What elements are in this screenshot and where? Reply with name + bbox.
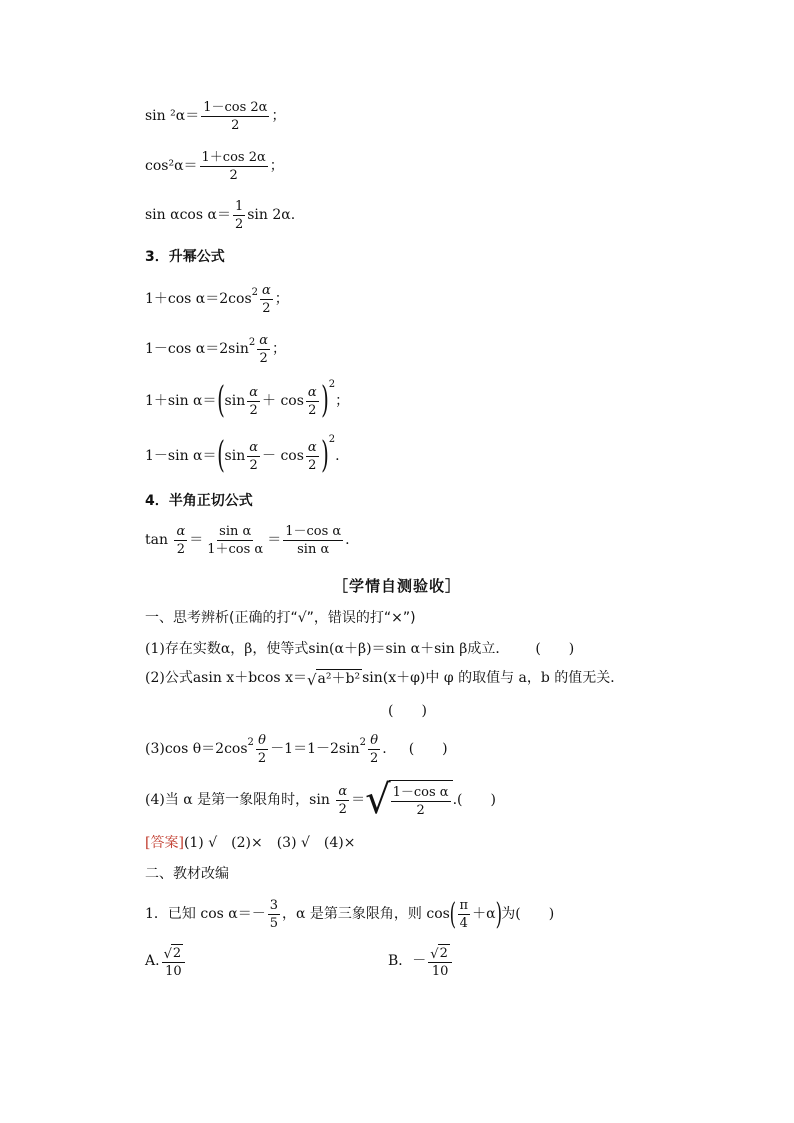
formula-lhs: cos²α＝ bbox=[145, 158, 198, 175]
exponent: 2 bbox=[328, 379, 336, 390]
fraction-numerator: θ bbox=[370, 733, 379, 748]
exponent: 2 bbox=[248, 336, 256, 348]
formula-raise-1 bbox=[145, 283, 289, 316]
question-text: (1)存在实数α，β，使等式sin(α＋β)＝sin α＋sin β成立． bbox=[145, 641, 510, 657]
term-sin: sin bbox=[224, 392, 246, 409]
period: . bbox=[452, 791, 458, 808]
fraction-numerator: 1－cos α bbox=[285, 524, 342, 539]
quiz-header: ［学情自测验收］ bbox=[332, 577, 461, 595]
answer-blank: 为( ) bbox=[501, 906, 555, 923]
fraction bbox=[233, 199, 245, 232]
radicand: 2 bbox=[439, 946, 448, 961]
answer-line bbox=[145, 835, 355, 852]
exponent: 2 bbox=[247, 736, 254, 748]
fraction-numerator: 1＋cos 2α bbox=[201, 150, 266, 165]
answer-blank: ( ) bbox=[408, 741, 448, 758]
formula-tail: ； bbox=[335, 392, 350, 409]
right-paren: ) bbox=[320, 435, 329, 476]
fraction bbox=[247, 440, 260, 473]
right-paren: ) bbox=[320, 380, 329, 421]
formula-raise-4 bbox=[145, 434, 340, 476]
option-label: A. bbox=[145, 953, 160, 970]
exponent: 2 bbox=[359, 736, 366, 748]
fraction bbox=[257, 333, 270, 366]
fraction bbox=[306, 385, 319, 418]
fraction-numerator: α bbox=[262, 283, 271, 298]
left-paren: ( bbox=[449, 896, 456, 932]
fraction bbox=[256, 733, 268, 766]
fraction-denominator: 10 bbox=[431, 964, 449, 979]
fraction-numerator: α bbox=[176, 524, 186, 539]
fraction-denominator: 2 bbox=[369, 751, 379, 766]
right-paren: ) bbox=[495, 896, 502, 932]
fraction bbox=[162, 944, 186, 979]
section-4-title: 4．半角正切公式 bbox=[145, 493, 253, 509]
formula-lhs: 1－cos α＝2sin bbox=[145, 341, 249, 358]
fraction bbox=[268, 898, 280, 931]
formula-tail: . bbox=[335, 447, 340, 464]
question-text: (2)公式asin x＋bcos x＝ bbox=[145, 670, 307, 686]
formula-tail: sin 2α. bbox=[247, 207, 296, 224]
fraction-denominator: sin α bbox=[297, 542, 330, 557]
question-2 bbox=[145, 669, 624, 688]
fraction-denominator: 2 bbox=[249, 457, 258, 473]
formula-raise-2 bbox=[145, 333, 286, 366]
fraction bbox=[283, 524, 343, 557]
period: . bbox=[382, 741, 387, 758]
question-text: (4)当 α 是第一象限角时，sin bbox=[145, 791, 330, 808]
fraction-denominator: 2 bbox=[416, 803, 425, 818]
fraction bbox=[200, 150, 268, 183]
formula-tail: ； bbox=[272, 341, 287, 358]
fraction-denominator: 2 bbox=[229, 168, 238, 183]
fraction bbox=[458, 898, 471, 931]
option-b bbox=[388, 944, 454, 979]
fraction-denominator: 2 bbox=[249, 402, 258, 418]
inner-term: ＋α bbox=[472, 906, 496, 923]
fraction-denominator: 10 bbox=[165, 964, 182, 979]
radical-sign: √ bbox=[365, 777, 391, 823]
formula-sin-squared bbox=[145, 100, 285, 133]
term-cos: － cos bbox=[262, 447, 304, 464]
problem-text: 1．已知 cos α＝－ bbox=[145, 906, 266, 923]
formula-half-angle-tangent bbox=[145, 524, 350, 557]
fraction bbox=[391, 785, 451, 818]
left-paren: ( bbox=[216, 435, 225, 476]
answer-text: (1) √ (2)× (3) √ (4)× bbox=[183, 835, 356, 851]
formula-lhs: 1＋cos α＝2cos bbox=[145, 291, 252, 308]
question-text: (3)cos θ＝2cos bbox=[145, 741, 248, 758]
question-3 bbox=[145, 733, 448, 766]
formula-tail: ； bbox=[271, 108, 286, 125]
fraction-denominator: 4 bbox=[459, 916, 468, 931]
fraction-denominator: 2 bbox=[308, 457, 317, 473]
exponent: 2 bbox=[328, 434, 336, 445]
fraction-numerator: 1－cos 2α bbox=[203, 100, 268, 115]
question-4 bbox=[145, 777, 496, 823]
formula-lhs: 1－sin α＝ bbox=[145, 447, 217, 464]
fraction-denominator: 2 bbox=[257, 751, 267, 766]
fraction-denominator: 5 bbox=[269, 916, 278, 931]
fraction bbox=[336, 784, 349, 817]
fraction-denominator: 2 bbox=[338, 801, 347, 817]
option-a bbox=[145, 944, 187, 979]
section-3-title: 3．升幂公式 bbox=[145, 249, 225, 265]
fraction-numerator bbox=[428, 944, 452, 963]
fraction-numerator: α bbox=[259, 333, 269, 348]
part-2-title: 二、教材改编 bbox=[145, 866, 229, 882]
answer-blank: ( ) bbox=[457, 791, 496, 808]
question-text-continued: sin(x＋φ)中 φ 的取值与 a，b 的值无关． bbox=[362, 670, 625, 686]
fraction-denominator: 1＋cos α bbox=[207, 542, 264, 557]
option-label: B．－ bbox=[388, 953, 427, 970]
formula-lhs: sin ²α＝ bbox=[145, 108, 200, 125]
equals-sign: ＝ bbox=[351, 791, 366, 808]
fraction-denominator: 2 bbox=[234, 217, 244, 232]
term-sin: sin bbox=[224, 447, 246, 464]
fraction-numerator: α bbox=[307, 384, 317, 400]
fraction-numerator: 3 bbox=[269, 898, 278, 913]
formula-tail: ； bbox=[269, 158, 284, 175]
fraction-numerator: 1 bbox=[234, 199, 244, 214]
fraction-denominator: 2 bbox=[176, 542, 185, 557]
radicand bbox=[389, 780, 453, 820]
fraction-numerator: α bbox=[249, 384, 259, 400]
square-root bbox=[430, 944, 450, 961]
left-paren: ( bbox=[216, 380, 225, 421]
fraction bbox=[205, 524, 265, 557]
fraction bbox=[201, 100, 269, 133]
formula-tail: . bbox=[345, 532, 350, 549]
fraction-denominator: 2 bbox=[231, 118, 240, 133]
fraction-numerator: α bbox=[307, 439, 317, 455]
formula-lhs: 1＋sin α＝ bbox=[145, 392, 217, 409]
fraction-numerator: 1－cos α bbox=[392, 785, 449, 800]
problem-text-continued: ，α 是第三象限角，则 cos bbox=[282, 906, 450, 923]
term-cos: ＋ cos bbox=[262, 392, 304, 409]
fraction-numerator bbox=[162, 944, 186, 963]
formula-cos-squared bbox=[145, 150, 284, 183]
exponent: 2 bbox=[251, 286, 259, 298]
formula-lhs: sin αcos α＝ bbox=[145, 207, 231, 224]
fraction bbox=[174, 524, 187, 557]
fraction-numerator: α bbox=[338, 783, 348, 799]
formula-raise-3 bbox=[145, 379, 350, 421]
fraction-numerator: θ bbox=[258, 733, 266, 748]
fraction-denominator: 2 bbox=[259, 351, 268, 366]
formula-lhs: tan bbox=[145, 532, 168, 549]
fraction bbox=[260, 283, 273, 316]
question-text-continued: －1＝1－2sin bbox=[270, 741, 360, 758]
radical-sign: √ bbox=[430, 947, 439, 962]
fraction bbox=[306, 440, 319, 473]
radical-sign: √ bbox=[163, 947, 172, 962]
part-1-title: 一、思考辨析(正确的打“√”，错误的打“×”) bbox=[145, 610, 416, 626]
fraction-numerator: sin α bbox=[219, 524, 252, 539]
fraction bbox=[368, 733, 380, 766]
square-root bbox=[164, 944, 184, 961]
fraction-numerator: α bbox=[249, 439, 259, 455]
formula-sin-cos-product bbox=[145, 199, 295, 232]
problem-1 bbox=[145, 898, 554, 931]
square-root bbox=[307, 669, 362, 688]
fraction-numerator: π bbox=[459, 898, 469, 913]
radical-sign: √ bbox=[306, 670, 317, 689]
fraction bbox=[428, 944, 452, 979]
radicand: 2 bbox=[172, 946, 182, 961]
answer-tag: [答案] bbox=[145, 835, 184, 851]
fraction bbox=[247, 385, 260, 418]
formula-tail: ； bbox=[274, 291, 289, 308]
answer-blank: ( ) bbox=[535, 641, 575, 657]
equals-sign: ＝ bbox=[267, 532, 282, 549]
fraction-denominator: 2 bbox=[262, 301, 271, 316]
radicand: a²＋b² bbox=[317, 671, 361, 687]
equals-sign: ＝ bbox=[189, 532, 204, 549]
fraction-denominator: 2 bbox=[308, 402, 317, 418]
question-1 bbox=[145, 641, 574, 658]
question-2-answer-blank: ( ) bbox=[388, 703, 427, 719]
square-root bbox=[365, 777, 452, 823]
